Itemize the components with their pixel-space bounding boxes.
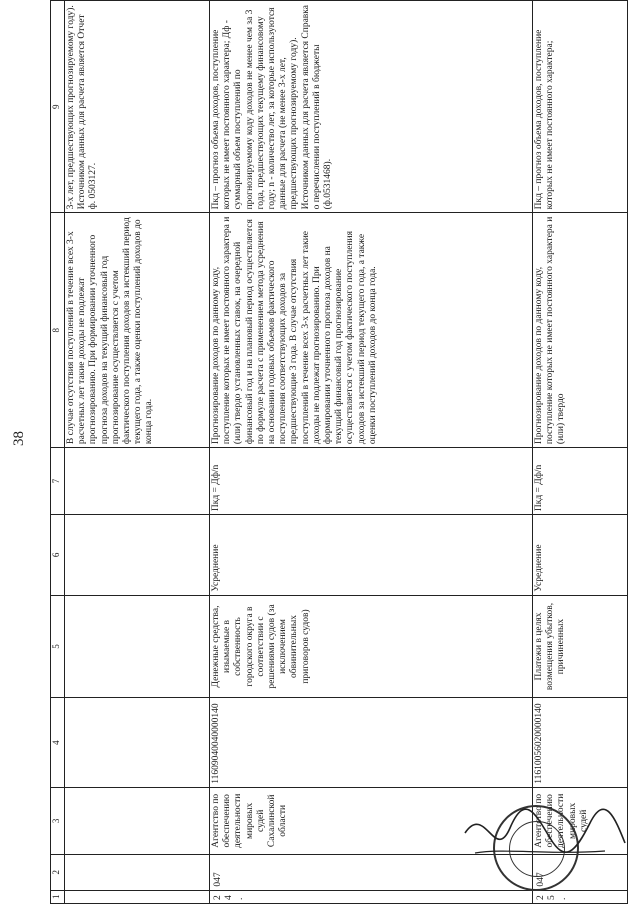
code-cell bbox=[65, 854, 210, 890]
document-table-rotated bbox=[50, 0, 629, 904]
source-cell: 3-х лет, предшествующих прогнозируемому году). Источником данных для расчета является Отчет ф. 0503127. bbox=[65, 1, 210, 213]
row-number-cell: 24. bbox=[210, 890, 533, 903]
column-header: 6 bbox=[51, 515, 65, 595]
kbk-cell: 11609040040000140 bbox=[210, 698, 533, 787]
column-header: 3 bbox=[51, 787, 65, 854]
table-row bbox=[533, 1, 628, 904]
handwritten-signature bbox=[455, 793, 630, 873]
formula-cell: Пкд = Дф/n bbox=[210, 448, 533, 515]
column-header: 2 bbox=[51, 854, 65, 890]
column-header: 9 bbox=[51, 1, 65, 213]
table-row bbox=[210, 1, 533, 904]
column-header: 8 bbox=[51, 213, 65, 448]
formula-cell bbox=[65, 448, 210, 515]
column-header: 7 bbox=[51, 448, 65, 515]
code-cell: 047 bbox=[533, 854, 628, 890]
administrator-cell: Агентство по обеспечению деятельности мировых судей Сахалинской области bbox=[210, 787, 533, 854]
method-cell bbox=[65, 515, 210, 595]
column-number-header-row bbox=[51, 1, 65, 904]
source-cell: Пкд – прогноз объема доходов, поступление которых не имеет постоянного характера; bbox=[533, 1, 628, 213]
administrator-cell: Агентство по обеспечению деятельности мировых судей bbox=[533, 787, 628, 854]
kbk-cell bbox=[65, 698, 210, 787]
algorithm-cell: В случае отсутствия поступлений в течение всех 3-х расчетных лет такие доходы не подлежат прогнозированию. При формировании уточненного прогноза доходов на текущий финансовый год прогнозирование осуществляется с учетом фактического поступления доходов за истекший период текущего года, а также оценки поступлений доходов до конца года. bbox=[65, 213, 210, 448]
revenue-name-cell: Платежи в целях возмещения убытков, причиненных bbox=[533, 595, 628, 698]
formula-cell: Пкд = Дф/n bbox=[533, 448, 628, 515]
row-number-cell: 25. bbox=[533, 890, 628, 903]
source-cell: Пкд – прогноз объема доходов, поступление которых не имеет постоянного характера; Дф - суммарный объем поступлений по прогнозируемому коду доходов не менее чем за 3 года, предшествующих текущему финансовому году; n - количество лет, за которые используются данные для расчета (не менее 3-х лет, предшествующих прогнозируемому году). Источником данных для расчета является Справка о перечислении поступлений в бюджеты (ф.0531468). bbox=[210, 1, 533, 213]
administrator-cell bbox=[65, 787, 210, 854]
column-header: 5 bbox=[51, 595, 65, 698]
revenue-name-cell: Денежные средства, изымаемые в собственность городского округа в соответствии с решениями судов (за исключением обвинительных приговоров судов) bbox=[210, 595, 533, 698]
method-cell: Усреднение bbox=[210, 515, 533, 595]
column-header: 1 bbox=[51, 890, 65, 903]
row-number-cell bbox=[65, 890, 210, 903]
revenue-forecast-table bbox=[50, 0, 628, 904]
algorithm-cell: Прогнозирование доходов по данному коду, поступление которых не имеет постоянного характера и (или) твердо установленных ставок, на очередной финансовый год и на плановый период осуществляется по формуле расчета с применением метода усреднения на основании годовых объемов фактического поступления соответствующих доходов за предшествующие 3 года. В случае отсутствия поступлений в течение всех 3-х расчетных лет такие доходы не подлежат прогнозированию. При формировании уточненного прогноза доходов на текущий финансовый год прогнозирование осуществляется с учетом фактического поступления доходов за истекший период текущего года, а также оценки поступлений доходов до конца года. bbox=[210, 213, 533, 448]
algorithm-cell: Прогнозирование доходов по данному коду, поступление которых не имеет постоянного характера и (или) твердо bbox=[533, 213, 628, 448]
revenue-name-cell bbox=[65, 595, 210, 698]
kbk-cell: 11610056020000140 bbox=[533, 698, 628, 787]
table-row bbox=[65, 1, 210, 904]
method-cell: Усреднение bbox=[533, 515, 628, 595]
code-cell: 047 bbox=[210, 854, 533, 890]
column-header: 4 bbox=[51, 698, 65, 787]
page-number: 38 bbox=[11, 431, 27, 446]
